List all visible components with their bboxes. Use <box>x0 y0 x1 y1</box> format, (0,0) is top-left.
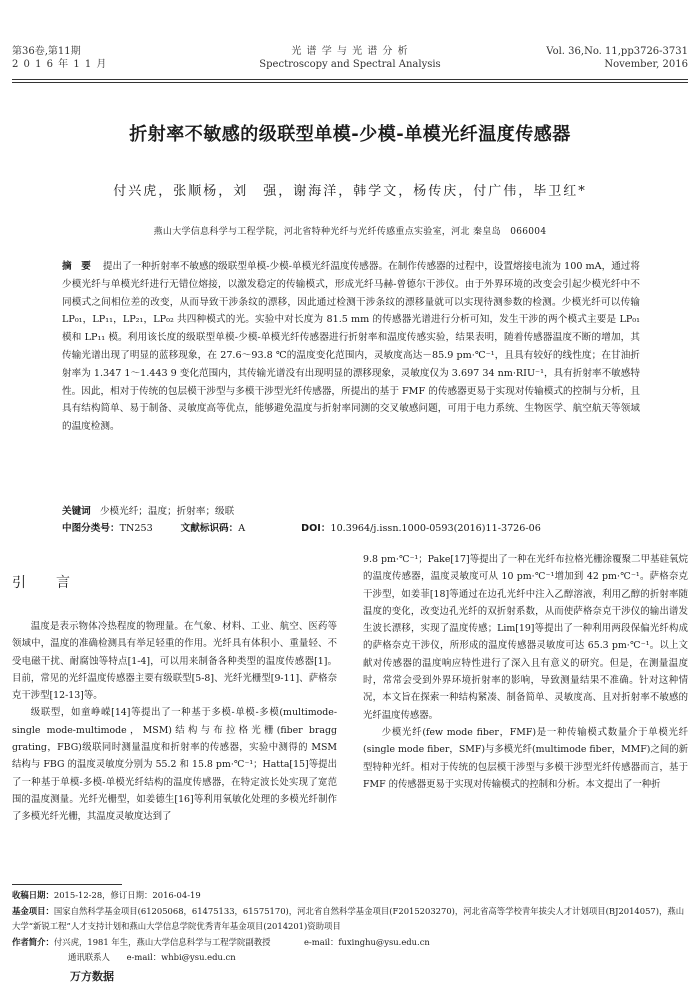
doi-value: 10.3964/j.issn.1000-0593(2016)11-3726-06 <box>330 523 541 534</box>
keywords-line <box>62 503 640 520</box>
footnotes <box>12 888 692 966</box>
left-column <box>12 618 337 826</box>
journal-title-en: Spectroscopy and Spectral Analysis <box>259 59 441 70</box>
intro-paragraph-2-continued: 9.8 pm·℃⁻¹；Pake[17]等提出了一种在光纤布拉格光栅涂覆聚二甲基硅氧烷的温度传感器，温度灵敏度可从 10 pm·℃⁻¹增加到 42 pm·℃⁻¹。萨格奈克干涉型，如姜菲[18]等通过在边孔光纤中注入乙醇溶液，利用乙醇的折射率随温度的变化，改变边孔光纤的双折射系数，从而使萨格奈克干涉仪的输出谱发生波长漂移，实现了温度传感；Lim[19]等提出了一种利用两段保偏光纤构成的萨格奈克干涉仪，所形成的温度传感器灵敏度可达 65.3 pm·℃⁻¹。以上文献对传感器的温度响应特性进行了深入且有意义的研究。但是，在测量温度时，常常会受到外界环境折射率的影响，导致测量结果不准确。针对这种情况，本文旨在探索一种结构紧凑、制备简单、灵敏度高、且对折射率不敏感的光纤温度传感器。 <box>363 554 688 721</box>
author-list: 付兴虎，张顺杨，刘 强，谢海洋，韩学文，杨传庆，付广伟，毕卫红* <box>113 184 587 199</box>
fund-line <box>12 904 692 935</box>
received-date-line <box>12 888 692 904</box>
paper-title: 折射率不敏感的级联型单模-少模-单模光纤温度传感器 <box>129 124 571 145</box>
journal-title-cn: 光 谱 学 与 光 谱 分 析 <box>291 46 409 57</box>
keywords-label: 关键词 <box>62 506 91 517</box>
received-label: 收稿日期： <box>12 890 54 900</box>
date-en: November, 2016 <box>604 59 688 70</box>
header-rule-thin <box>12 82 688 83</box>
author-bio-label: 作者简介： <box>12 936 54 947</box>
right-column <box>363 551 688 793</box>
received-text: 2015-12-28，修订日期：2016-04-19 <box>53 890 201 900</box>
header-rule-thick <box>12 79 688 80</box>
keywords-text: 少模光纤；温度；折射率；级联 <box>99 506 235 517</box>
fund-label: 基金项目： <box>12 905 54 916</box>
abstract-label: 摘 要 <box>62 261 91 272</box>
date-cn: 2 0 1 6 年 1 1 月 <box>12 59 108 70</box>
intro-paragraph-3: 少模光纤(few mode fiber，FMF)是一种传输模式数量介于单模光纤(single mode fiber，SMF)与多模光纤(multimode fiber，MMF)之间的新型特种光纤。相对于传统的包层模干涉型与多模干涉型光纤传感器而言，基于 FMF 的传感器更易于实现对传输模式的控制和分析。本文提出了一种折 <box>363 726 688 790</box>
volume-issue-cn: 第36卷,第11期 <box>12 46 81 57</box>
section-heading-introduction: 引 言 <box>12 575 78 591</box>
fund-text: 国家自然科学基金项目(61205068，61475133，61575170)，河北省自然科学基金项目(F2015203270)，河北省高等学校青年拔尖人才计划项目(BJ2014057)，燕山大学“新锐工程”人才支持计划和燕山大学信息学院优秀青年基金项目(2014201)资助项目 <box>12 905 685 931</box>
footnote-rule <box>12 884 122 885</box>
affiliation: 燕山大学信息科学与工程学院，河北省特种光纤与光纤传感重点实验室，河北 秦皇岛 066004 <box>153 227 547 237</box>
corresponding-author-line: 通讯联系人 e-mail：whbi@ysu.edu.cn <box>68 952 236 962</box>
intro-paragraph-2: 级联型，如童峥嵘[14]等提出了一种基于多模-单模-多模(multimode-single mode-multimode，MSM)结构与布拉格光栅(fiber bragg grating，FBG)级联同时测量温度和折射率的传感器，实验中测得的 MSM 结构与 FBG 的温度灵敏度分别为 55.2 和 15.8 pm·℃⁻¹；Hatta[15]等提出了一种基于单模-多模-单模光纤结构的温度传感器，在特定波长处实现了宽范围的温度测量。光纤光栅型，如姜德生[16]等利用氧敏化处理的多模光纤制作了多模光纤光栅，其温度灵敏度达到了 <box>12 707 337 823</box>
intro-paragraph-1: 温度是表示物体冷热程度的物理量。在气象、材料、工业、航空、医药等领域中，温度的准确检测具有举足轻重的作用。光纤具有体积小、重量轻、不受电磁干扰、耐腐蚀等特点[1-4]，可以用来制备各种类型的温度传感器[1]。目前，常见的光纤温度传感器主要有级联型[5-8]、光纤光栅型[9-11]、萨格奈克干涉型[12-13]等。 <box>12 621 337 702</box>
clc-value: TN253 <box>119 523 153 534</box>
abstract <box>62 258 640 436</box>
volume-pages-en: Vol. 36,No. 11,pp3726-3731 <box>546 46 688 57</box>
clc-label: 中图分类号： <box>62 523 120 534</box>
classification-line <box>62 520 662 537</box>
author-bio-line <box>12 935 692 951</box>
abstract-text: 提出了一种折射率不敏感的级联型单模-少模-单模光纤温度传感器。在制作传感器的过程中，设置熔接电流为 100 mA，通过将少模光纤与单模光纤进行无错位熔接，以激发稳定的传输模式，形成光纤马赫-曾德尔干涉仪。由于外界环境的改变会引起少模光纤中不同模式之间相位差的改变，从而导致干涉条纹的漂移，因此通过检测干涉条纹的漂移量就可以实现待测参数的检测。少模光纤可以传输 LP₀₁，LP₁₁，LP₂₁，LP₀₂ 共四种模式的光。实验中对长度为 81.5 mm 的传感器光谱进行分析可知，发生干涉的两个模式主要是 LP₀₁ 模和 LP₁₁ 模。利用该长度的级联型单模-少模-单模光纤传感器进行折射率和温度传感实验，结果表明，随着传感器温度不断的增加，其传输光谱出现了明显的蓝移现象，在 27.6～93.8 ℃的温度变化范围内，灵敏度高达－85.9 pm·℃⁻¹，且具有较好的线性度；在甘油折射率为 1.347 1～1.443 9 变化范围内，其传输光谱没有出现明显的漂移现象，灵敏度仅为 3.697 34 nm·RIU⁻¹，具有折射率不敏感特性。因此，相对于传统的包层模干涉型与多模干涉型光纤传感器，所提出的基于 FMF 的传感器更易于实现对传输模式的控制与分析，且具有结构简单、易于制备、灵敏度高等优点，能够避免温度与折射率同测的交叉敏感问题，可用于电力系统、生物医学、航空航天等领域的温度检测。 <box>62 261 641 433</box>
watermark-logo: 万方数据 <box>70 970 114 983</box>
doc-code-label: 文献标识码： <box>180 523 239 534</box>
doi-label: DOI： <box>301 523 331 534</box>
doc-code-value: A <box>238 523 246 534</box>
author-bio-text: 付兴虎，1981 年生，燕山大学信息科学与工程学院副教授 e-mail：fuxinghu@ysu.edu.cn <box>53 936 430 947</box>
